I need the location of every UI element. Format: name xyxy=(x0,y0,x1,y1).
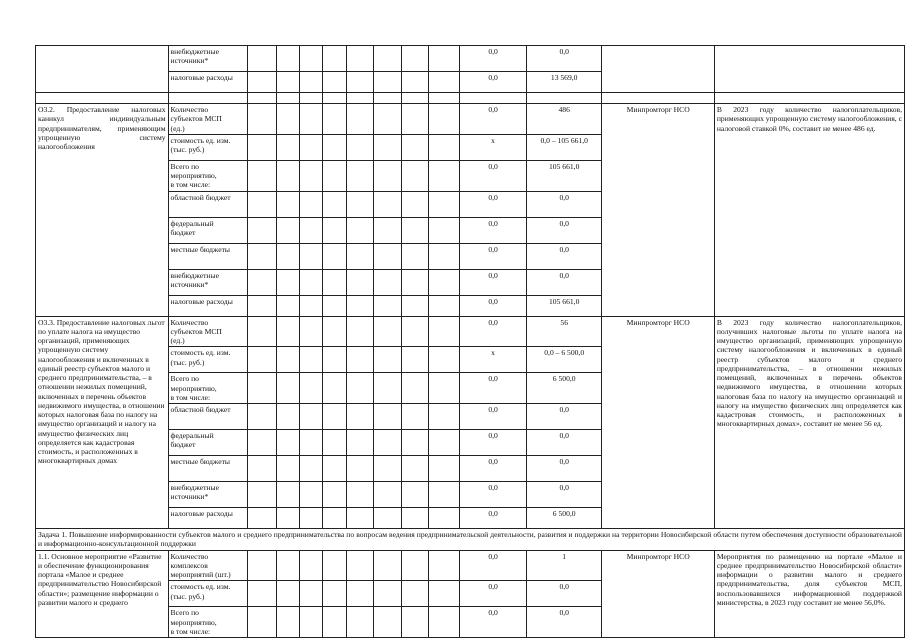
value-cell: 0,0 xyxy=(526,607,602,638)
value-cell: 0,0 xyxy=(460,72,527,93)
row-label: Всего по мероприятию, в том числе: xyxy=(168,160,247,191)
value-cell: 0,0 xyxy=(526,191,602,217)
value-cell: 0,0 xyxy=(460,550,527,581)
row-label: налоговые расходы xyxy=(168,508,247,529)
row-label: стоимость ед. изм. (тыс. руб.) xyxy=(168,581,247,607)
value-cell: 0,0 xyxy=(460,160,527,191)
value-cell: 0,0 xyxy=(460,217,527,243)
value-cell: 56 xyxy=(526,316,602,347)
row-label: внебюджетные источники* xyxy=(168,482,247,508)
value-cell: 6 500,0 xyxy=(526,373,602,404)
row-label: внебюджетные источники* xyxy=(168,269,247,295)
row-label: федеральный бюджет xyxy=(168,430,247,456)
value-cell: 0,0 – 105 661,0 xyxy=(526,134,602,160)
value-cell: 0,0 xyxy=(460,295,527,316)
note-cell: Мероприятия по размещению на портале «Малое и среднее предпринимательство Новосибирской области» информации о развитии малого и среднего предпринимательства, доля субъектов МСП, воспользовавшихся информационной поддержкой министерства, в 2023 году составит не менее 56,0%. xyxy=(714,550,904,638)
row-label: стоимость ед. изм. (тыс. руб.) xyxy=(168,347,247,373)
value-cell: 0,0 xyxy=(460,243,527,269)
value-cell: 0,0 xyxy=(460,46,527,72)
value-cell: 0,0 xyxy=(526,430,602,456)
value-cell: 0,0 xyxy=(460,373,527,404)
program-activities-table xyxy=(35,45,905,638)
value-cell: х xyxy=(460,347,527,373)
value-cell: 0,0 – 6 500,0 xyxy=(526,347,602,373)
row-label: Всего по мероприятию, в том числе: xyxy=(168,607,247,638)
value-cell: 0,0 xyxy=(526,482,602,508)
note-cell: В 2023 году количество налогоплательщиков, получивших налоговые льготы по уплате налога на имущество организаций, применяющих упрощенную систему налогообложения и включенных в единый реестр субъектов малого и среднего предпринимательства, – в отношении нежилых помещений, включенных в перечень объектов недвижимого имущества, в отношении которых налоговая база по налогу на имущество организаций и налогу на имущество физических лиц определяется как кадастровая стоимость, и расположенных в многоквартирных домах», составит не менее 56 ед. xyxy=(714,316,904,529)
value-cell: 0,0 xyxy=(460,104,527,135)
value-cell: 0,0 xyxy=(526,269,602,295)
value-cell: 0,0 xyxy=(460,269,527,295)
value-cell: 105 661,0 xyxy=(526,160,602,191)
value-cell: 1 xyxy=(526,550,602,581)
task-heading: Задача 1. Повышение информированности субъектов малого и среднего предпринимательства по вопросам ведения предпринимательской деятельности, развития и поддержки на территории Новосибирской области путем обеспечения доступности образовательной и информационно-консультационной поддержки xyxy=(36,529,905,551)
value-cell: 0,0 xyxy=(526,217,602,243)
note-cell: В 2023 году количество налогоплательщиков, применяющих упрощенную систему налогообложения, с налоговой ставкой 0%, составит не менее 486 ед. xyxy=(714,104,904,317)
value-cell: 0,0 xyxy=(460,607,527,638)
value-cell: 105 661,0 xyxy=(526,295,602,316)
row-label: областной бюджет xyxy=(168,404,247,430)
row-label: внебюджетные источники* xyxy=(168,46,247,72)
value-cell: 6 500,0 xyxy=(526,508,602,529)
row-label: стоимость ед. изм. (тыс. руб.) xyxy=(168,134,247,160)
task-row xyxy=(36,529,905,551)
row-label: областной бюджет xyxy=(168,191,247,217)
row-label: Количество комплексов мероприятий (шт.) xyxy=(168,550,247,581)
value-cell: 0,0 xyxy=(526,404,602,430)
value-cell: 0,0 xyxy=(460,508,527,529)
row-label: Количество субъектов МСП (ед.) xyxy=(168,316,247,347)
row-label: местные бюджеты xyxy=(168,456,247,482)
activity-name: 1.1. Основное мероприятие «Развитие и обеспечение функционирования портала «Малое и среднее предпринимательство Новосибирской области»; размещение информации о развитии малого и среднего xyxy=(36,550,169,638)
empty-ministry-cell xyxy=(602,46,714,93)
value-cell: 0,0 xyxy=(526,243,602,269)
row-label: федеральный бюджет xyxy=(168,217,247,243)
ministry-cell: Минпромторг НСО xyxy=(602,104,714,317)
empty-note-cell xyxy=(714,46,904,93)
value-cell: 486 xyxy=(526,104,602,135)
ministry-cell: Минпромторг НСО xyxy=(602,316,714,529)
table-row xyxy=(36,104,905,135)
activity-name: О3.2. Предоставление налоговых каникул индивидуальным предпринимателям, применяющим упрощенную систему налогообложения xyxy=(36,104,169,317)
row-label: налоговые расходы xyxy=(168,295,247,316)
value-cell: 0,0 xyxy=(526,46,602,72)
row-label: Количество субъектов МСП (ед.) xyxy=(168,104,247,135)
value-cell: х xyxy=(460,134,527,160)
activity-name: О3.3. Предоставление налоговых льгот по уплате налога на имущество организаций, применяющих упрощенную систему налогообложения и включенных в единый реестр субъектов малого и среднего предпринимательства, – в отношении нежилых помещений, включенных в перечень объектов недвижимого имущества, в отношении которых налоговая база по налогу на имущество организаций и налогу на имущество физических лиц определяется как кадастровая стоимость, и расположенных в многоквартирных домах xyxy=(36,316,169,529)
value-cell: 0,0 xyxy=(460,456,527,482)
value-cell: 0,0 xyxy=(526,581,602,607)
value-cell: 13 569,0 xyxy=(526,72,602,93)
row-label: Всего по мероприятию, в том числе: xyxy=(168,373,247,404)
value-cell: 0,0 xyxy=(460,430,527,456)
spacer-row xyxy=(36,93,905,104)
value-cell: 0,0 xyxy=(460,482,527,508)
value-cell: 0,0 xyxy=(460,191,527,217)
value-cell: 0,0 xyxy=(460,581,527,607)
row-label: налоговые расходы xyxy=(168,72,247,93)
table-row xyxy=(36,46,905,72)
value-cell: 0,0 xyxy=(460,404,527,430)
empty-name-cell xyxy=(36,46,169,93)
value-cell: 0,0 xyxy=(526,456,602,482)
value-cell: 0,0 xyxy=(460,316,527,347)
table-row xyxy=(36,550,905,581)
ministry-cell: Минпромторг НСО xyxy=(602,550,714,638)
row-label: местные бюджеты xyxy=(168,243,247,269)
table-row xyxy=(36,316,905,347)
